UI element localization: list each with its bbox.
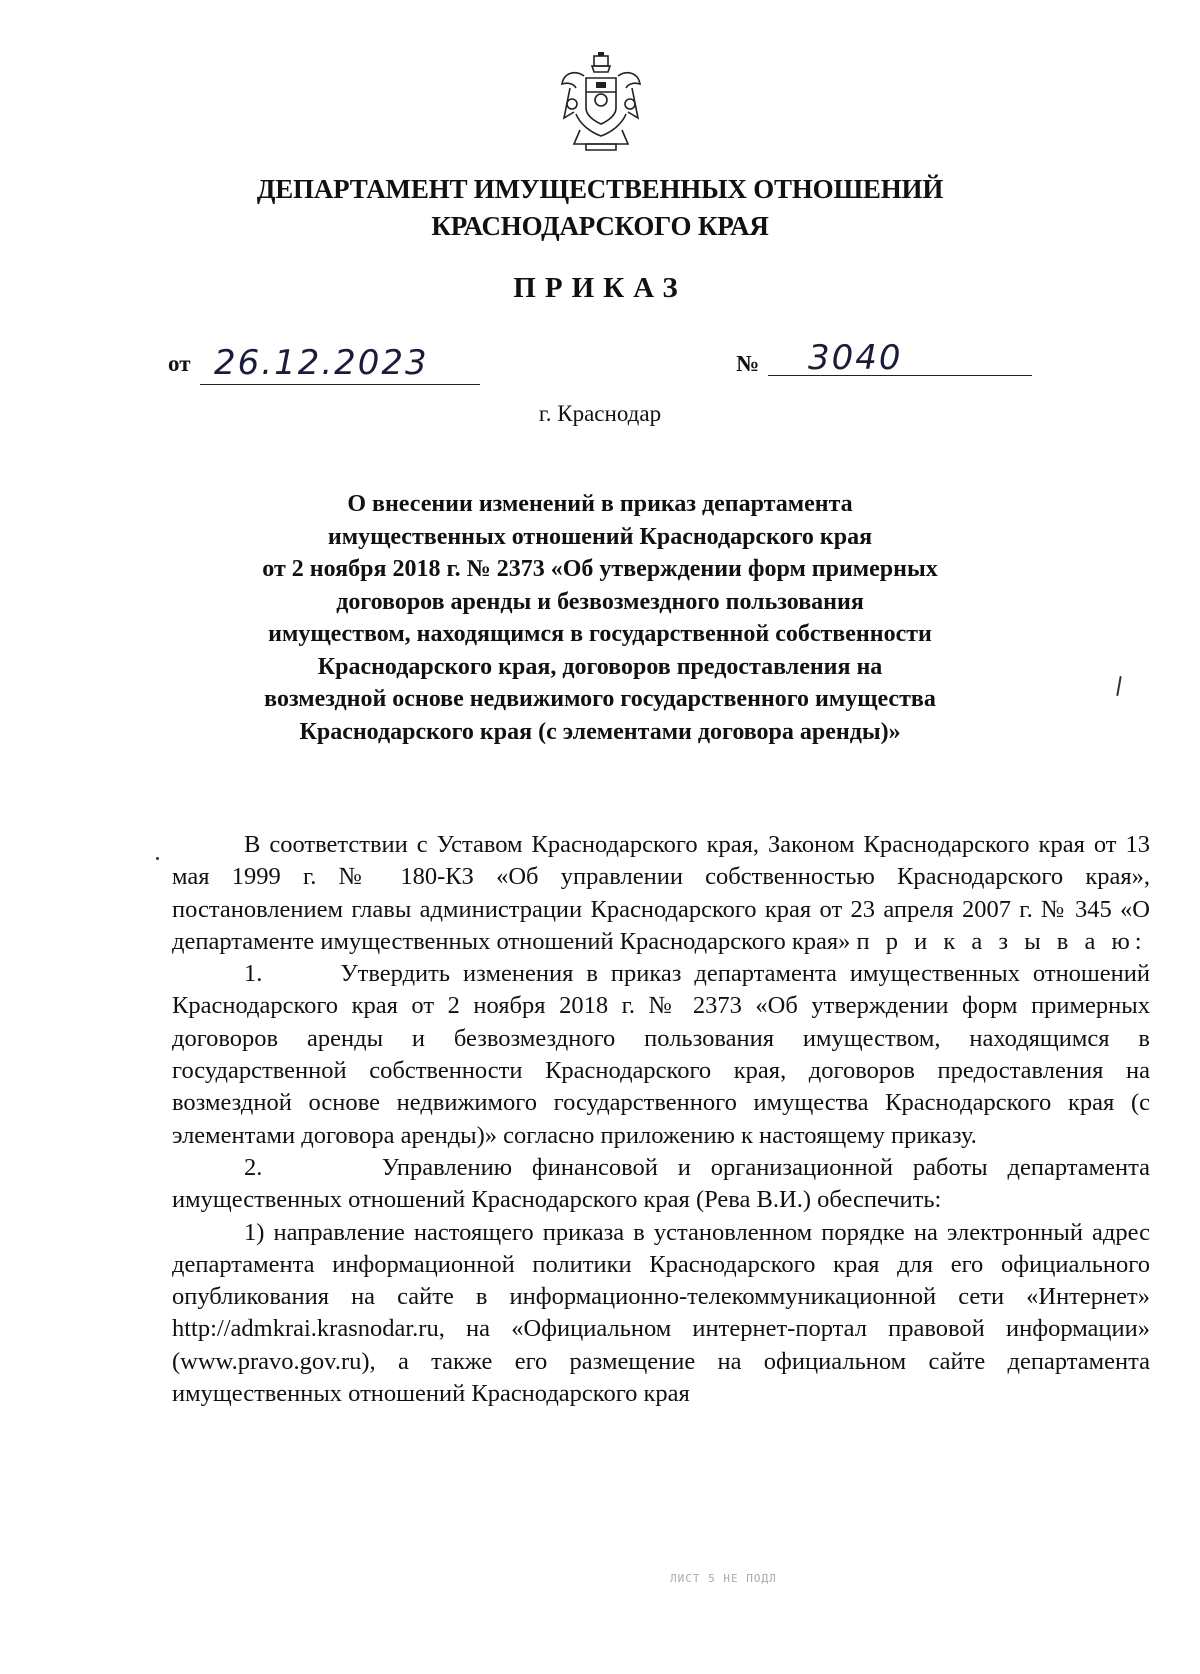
margin-mark <box>1116 676 1121 696</box>
faint-stamp-text: ЛИСТ 5 НЕ ПОДЛ <box>670 1572 777 1585</box>
department-name <box>0 171 1200 245</box>
subject-line: от 2 ноября 2018 г. № 2373 «Об утверждении форм примерных <box>262 556 938 582</box>
handwritten-date: 26.12.2023 <box>214 343 429 383</box>
intro-text: В соответствии с Уставом Краснодарского края, Законом Краснодарского края от 13 мая 1999 г. № 180-КЗ «Об управлении собственностью Краснодарского края», постановлением главы администрации Краснодарского края от 23 апреля 2007 г. № 345 «О департаменте имущественных отношений Краснодарского края» <box>172 831 1150 955</box>
subject-line: возмездной основе недвижимого государственного имущества <box>264 686 936 712</box>
item-2-number: 2. <box>244 1153 263 1181</box>
subject-line: договоров аренды и безвозмездного пользования <box>336 588 864 615</box>
item-1-number: 1. <box>244 960 263 988</box>
department-line-2: КРАСНОДАРСКОГО КРАЯ <box>431 211 769 241</box>
scan-dot <box>156 857 159 860</box>
item-2-paragraph <box>172 1152 1150 1217</box>
subject-line: Краснодарского края (с элементами договора аренды)» <box>299 718 901 745</box>
handwritten-number: 3040 <box>808 338 903 378</box>
intro-command: п р и к а з ы в а ю: <box>856 927 1147 955</box>
item-1-paragraph <box>172 958 1150 1152</box>
item-2-text: Управлению финансовой и организационной работы департамента имущественных отношений Краснодарского края (Рева В.И.) обеспечить: <box>172 1153 1150 1214</box>
order-subject <box>200 488 1000 748</box>
item-2-subitem-1: 1) направление настоящего приказа в установленном порядке на электронный адрес департамента информационной политики Краснодарского края для его официального опубликования на сайте в информационно-телекоммуникационной сети «Интернет» http://admkrai.krasnodar.ru, на «Официальном интернет-портал правовой информации» (www.pravo.gov.ru), а также его размещение на официальном сайте департамента имущественных отношений Краснодарского края <box>172 1218 1150 1408</box>
document-type-title: ПРИКАЗ <box>513 272 687 304</box>
city-label: г. Краснодар <box>538 401 662 426</box>
number-prefix: № <box>736 351 760 376</box>
item-1-text: Утвердить изменения в приказ департамента имущественных отношений Краснодарского края от 2 ноября 2018 г. № 2373 «Об утверждении форм примерных договоров аренды и безвозмездного пользования имуществом, находящимся в государственной собственности Краснодарского края, договоров предоставления на возмездной основе недвижимого государственного имущества Краснодарского края (с элементами договора аренды)» согласно приложению к настоящему приказу. <box>172 960 1151 1149</box>
subject-line: Краснодарского края, договоров предоставления на <box>317 653 883 680</box>
subject-line: имущественных отношений Краснодарского края <box>327 523 873 550</box>
date-prefix: от <box>168 351 191 376</box>
number-underline <box>768 375 1032 376</box>
date-underline <box>200 384 480 385</box>
order-body <box>172 829 1150 1410</box>
subject-line: О внесении изменений в приказ департамента <box>347 491 853 517</box>
department-line-1: ДЕПАРТАМЕНТ ИМУЩЕСТВЕННЫХ ОТНОШЕНИЙ <box>256 174 944 204</box>
intro-paragraph <box>172 829 1150 958</box>
coat-of-arms-icon <box>556 52 646 156</box>
subject-line: имуществом, находящимся в государственной собственности <box>268 621 932 647</box>
